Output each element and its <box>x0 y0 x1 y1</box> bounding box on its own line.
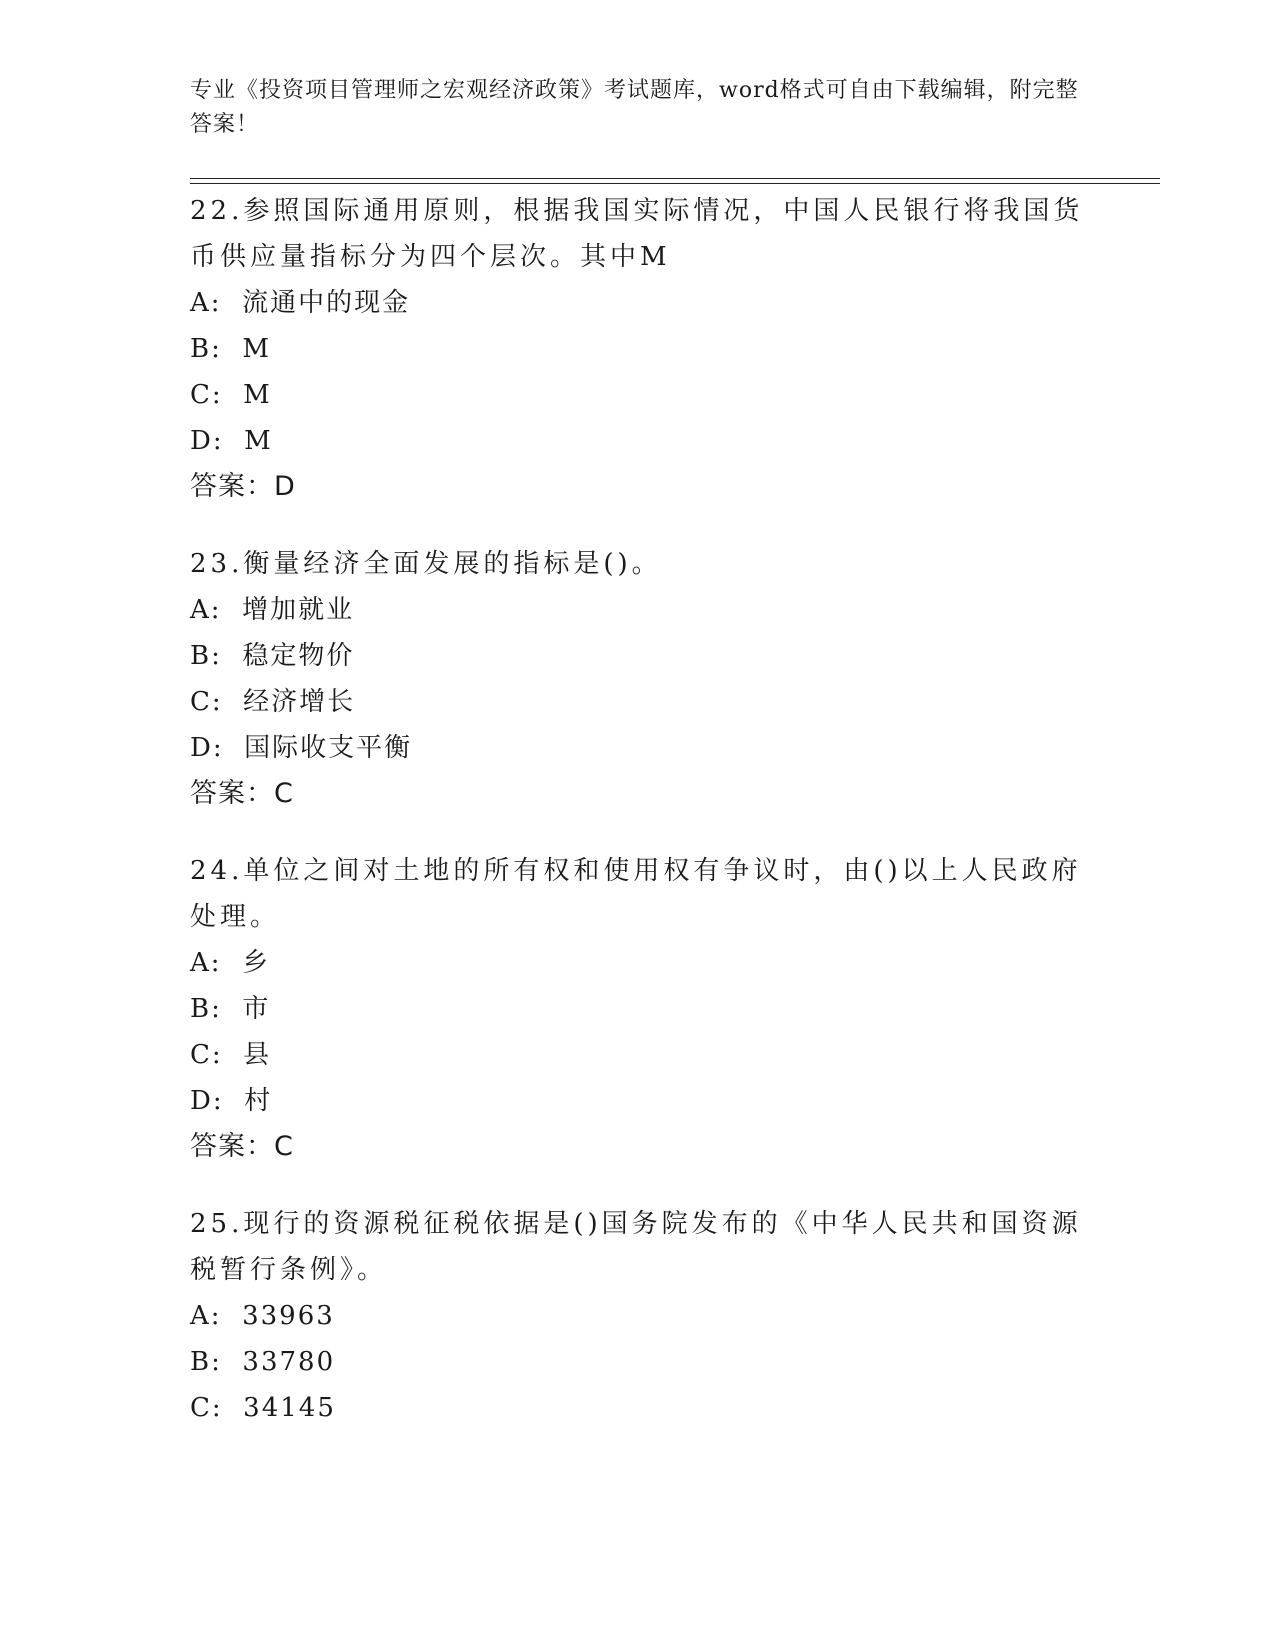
option-b: B: 市 <box>190 994 271 1024</box>
answer: 答案：C <box>190 1131 294 1162</box>
answer: 答案：C <box>190 778 294 809</box>
header-divider-bottom <box>190 183 1160 184</box>
option-d: D: M <box>190 426 273 456</box>
question-stem: 22.参照国际通用原则，根据我国实际情况，中国人民银行将我国货币供应量指标分为四个层次。其中M <box>190 196 1084 272</box>
option-c: C: 经济增长 <box>190 687 356 717</box>
option-b: B: 稳定物价 <box>190 641 355 671</box>
question-22 <box>190 188 1090 510</box>
question-stem: 24.单位之间对土地的所有权和使用权有争议时，由()以上人民政府处理。 <box>190 856 1082 932</box>
question-25 <box>190 1201 1090 1431</box>
document-header: 专业《投资项目管理师之宏观经济政策》考试题库，word格式可自由下载编辑，附完整答案！ <box>190 78 1079 137</box>
question-23 <box>190 541 1090 817</box>
option-d: D: 国际收支平衡 <box>190 733 413 763</box>
option-a: A: 增加就业 <box>190 595 355 625</box>
option-c: C: 34145 <box>190 1393 336 1423</box>
option-a: A: 33963 <box>190 1301 335 1331</box>
option-c: C: 县 <box>190 1040 272 1070</box>
question-24 <box>190 848 1090 1170</box>
answer: 答案：D <box>190 471 296 502</box>
header-divider-top <box>190 178 1160 179</box>
option-d: D: 村 <box>190 1086 273 1116</box>
question-stem: 23.衡量经济全面发展的指标是()。 <box>190 549 662 579</box>
question-list <box>190 188 1090 1462</box>
option-b: B: 33780 <box>190 1347 336 1377</box>
option-a: A: 乡 <box>190 948 271 978</box>
option-c: C: M <box>190 380 272 410</box>
option-b: B: M <box>190 334 272 364</box>
question-stem: 25.现行的资源税征税依据是()国务院发布的《中华人民共和国资源税暂行条例》。 <box>190 1209 1082 1285</box>
option-a: A: 流通中的现金 <box>190 288 411 318</box>
